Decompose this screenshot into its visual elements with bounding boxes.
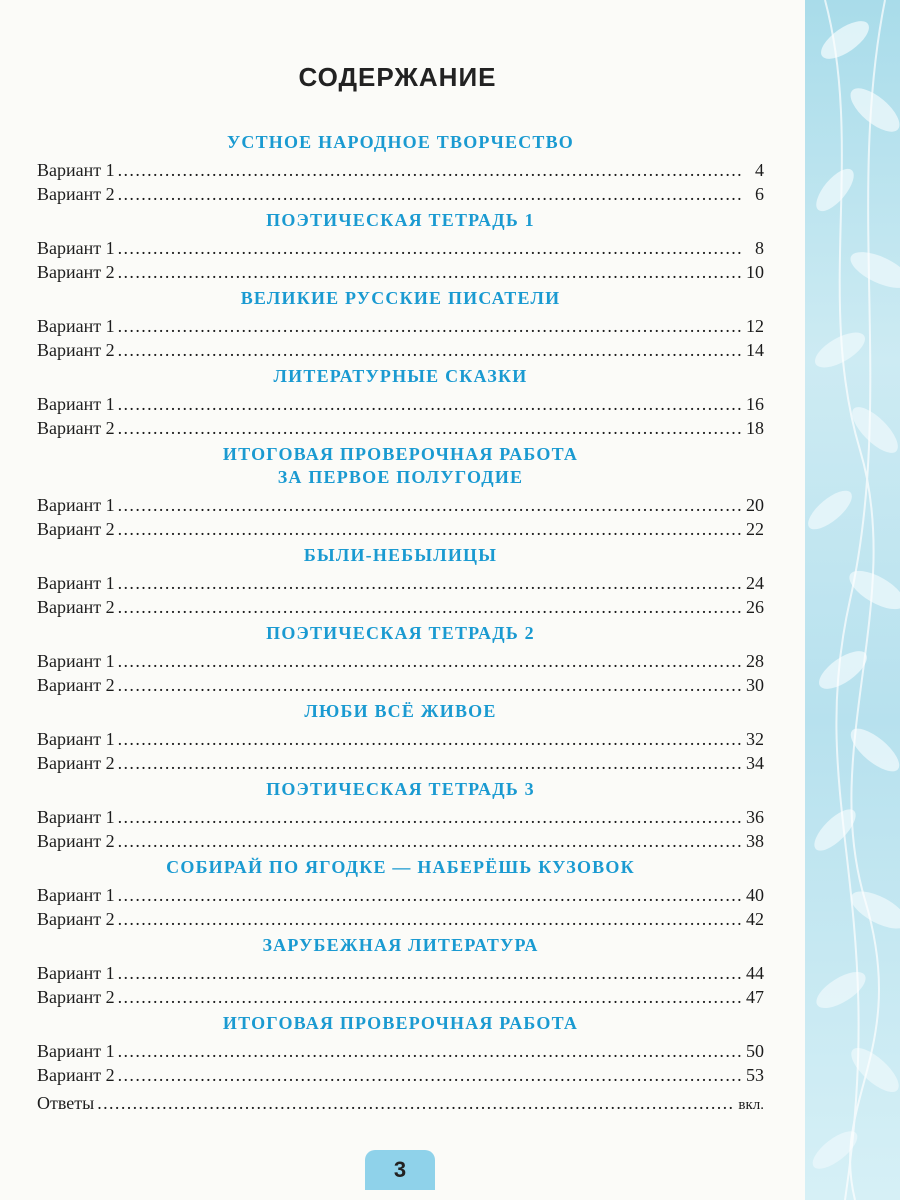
variant-number: 1 bbox=[105, 651, 115, 671]
entry-label bbox=[37, 673, 115, 697]
section-heading: ПОЭТИЧЕСКАЯ ТЕТРАДЬ 3 bbox=[266, 779, 535, 799]
entry-label bbox=[37, 907, 115, 931]
leader-dots bbox=[118, 649, 741, 673]
page-ref: 16 bbox=[746, 394, 764, 414]
page-ref: 26 bbox=[746, 597, 764, 617]
variant-word: Вариант bbox=[37, 909, 102, 929]
leader-dots bbox=[118, 1039, 741, 1063]
entry-label bbox=[37, 805, 115, 829]
variant-number: 1 bbox=[105, 807, 115, 827]
leader-dots bbox=[118, 673, 741, 697]
variant-word: Вариант bbox=[37, 573, 102, 593]
variant-number: 1 bbox=[105, 729, 115, 749]
entry-label bbox=[37, 260, 115, 284]
toc-section bbox=[37, 284, 764, 362]
leader-dots bbox=[118, 493, 741, 517]
leader-dots bbox=[118, 416, 741, 440]
section-heading: ЗАРУБЕЖНАЯ ЛИТЕРАТУРА bbox=[262, 935, 539, 955]
entry-label bbox=[37, 961, 115, 985]
variant-word: Вариант bbox=[37, 987, 102, 1007]
toc-entry[interactable] bbox=[37, 314, 764, 338]
decorative-leaf-border bbox=[805, 0, 900, 1200]
leader-dots bbox=[118, 314, 741, 338]
section-heading: ЗА ПЕРВОЕ ПОЛУГОДИЕ bbox=[277, 467, 524, 487]
toc-entry[interactable] bbox=[37, 829, 764, 853]
page-ref: 24 bbox=[746, 573, 764, 593]
toc-entry[interactable] bbox=[37, 1039, 764, 1063]
section-heading: ВЕЛИКИЕ РУССКИЕ ПИСАТЕЛИ bbox=[240, 288, 561, 308]
toc-entry[interactable] bbox=[37, 1063, 764, 1087]
page-ref: 20 bbox=[746, 495, 764, 515]
toc-entry[interactable] bbox=[37, 392, 764, 416]
toc-section bbox=[37, 931, 764, 1009]
variant-number: 1 bbox=[105, 160, 115, 180]
section-heading: ИТОГОВАЯ ПРОВЕРОЧНАЯ РАБОТА bbox=[222, 444, 579, 464]
variant-number: 1 bbox=[105, 885, 115, 905]
variant-word: Вариант bbox=[37, 831, 102, 851]
toc-entry[interactable] bbox=[37, 883, 764, 907]
page-ref: 50 bbox=[746, 1041, 764, 1061]
variant-number: 2 bbox=[105, 753, 115, 773]
leader-dots bbox=[118, 883, 741, 907]
section-heading: ЛИТЕРАТУРНЫЕ СКАЗКИ bbox=[273, 366, 528, 386]
entry-label bbox=[37, 595, 115, 619]
leader-dots bbox=[118, 961, 741, 985]
variant-number: 2 bbox=[105, 262, 115, 282]
entry-label bbox=[37, 392, 115, 416]
variant-word: Вариант bbox=[37, 885, 102, 905]
variant-number: 1 bbox=[105, 495, 115, 515]
toc-entry[interactable] bbox=[37, 595, 764, 619]
variant-number: 2 bbox=[105, 418, 115, 438]
variant-word: Вариант bbox=[37, 238, 102, 258]
variant-word: Вариант bbox=[37, 675, 102, 695]
toc-entry[interactable] bbox=[37, 751, 764, 775]
variant-word: Вариант bbox=[37, 1065, 102, 1085]
toc-entry[interactable] bbox=[37, 571, 764, 595]
page-ref: 32 bbox=[746, 729, 764, 749]
variant-word: Вариант bbox=[37, 160, 102, 180]
variant-number: 2 bbox=[105, 909, 115, 929]
leader-dots bbox=[118, 517, 741, 541]
toc-entry[interactable] bbox=[37, 673, 764, 697]
toc-section bbox=[37, 440, 764, 541]
entry-label bbox=[37, 883, 115, 907]
page-ref: 8 bbox=[755, 238, 764, 258]
table-of-contents bbox=[37, 128, 764, 1115]
variant-word: Вариант bbox=[37, 519, 102, 539]
section-heading: БЫЛИ-НЕБЫЛИЦЫ bbox=[303, 545, 498, 565]
answers-label: Ответы bbox=[37, 1093, 95, 1113]
leader-dots bbox=[118, 1063, 741, 1087]
entry-label bbox=[37, 727, 115, 751]
entry-label bbox=[37, 416, 115, 440]
variant-word: Вариант bbox=[37, 807, 102, 827]
toc-entry[interactable] bbox=[37, 649, 764, 673]
leader-dots bbox=[118, 751, 741, 775]
variant-word: Вариант bbox=[37, 597, 102, 617]
page-ref: 22 bbox=[746, 519, 764, 539]
variant-word: Вариант bbox=[37, 184, 102, 204]
variant-word: Вариант bbox=[37, 316, 102, 336]
toc-section bbox=[37, 541, 764, 619]
page-ref: 44 bbox=[746, 963, 764, 983]
toc-entry[interactable] bbox=[37, 416, 764, 440]
variant-number: 2 bbox=[105, 675, 115, 695]
leader-dots bbox=[118, 829, 741, 853]
page-ref: 4 bbox=[755, 160, 764, 180]
toc-entry[interactable] bbox=[37, 805, 764, 829]
leader-dots bbox=[118, 392, 741, 416]
leader-dots bbox=[118, 985, 741, 1009]
leader-dots bbox=[97, 1091, 735, 1115]
toc-section bbox=[37, 1009, 764, 1087]
page-ref: 53 bbox=[746, 1065, 764, 1085]
variant-word: Вариант bbox=[37, 729, 102, 749]
toc-entry[interactable] bbox=[37, 338, 764, 362]
variant-word: Вариант bbox=[37, 495, 102, 515]
variant-word: Вариант bbox=[37, 753, 102, 773]
variant-number: 2 bbox=[105, 340, 115, 360]
variant-number: 1 bbox=[105, 963, 115, 983]
page-ref: 47 bbox=[746, 987, 764, 1007]
page-ref: 36 bbox=[746, 807, 764, 827]
entry-label bbox=[37, 338, 115, 362]
toc-entry[interactable] bbox=[37, 961, 764, 985]
variant-number: 2 bbox=[105, 184, 115, 204]
entry-label bbox=[37, 1063, 115, 1087]
toc-entry[interactable] bbox=[37, 182, 764, 206]
page-ref: 34 bbox=[746, 753, 764, 773]
page-ref: 30 bbox=[746, 675, 764, 695]
leader-dots bbox=[118, 595, 741, 619]
leader-dots bbox=[118, 260, 741, 284]
variant-number: 2 bbox=[105, 1065, 115, 1085]
page-ref: 6 bbox=[755, 184, 764, 204]
leaf-pattern-icon bbox=[805, 0, 900, 1200]
variant-word: Вариант bbox=[37, 418, 102, 438]
page-title: СОДЕРЖАНИЕ bbox=[298, 62, 497, 92]
page-number-tab: 3 bbox=[365, 1150, 435, 1190]
section-heading: ЛЮБИ ВСЁ ЖИВОЕ bbox=[304, 701, 497, 721]
leader-dots bbox=[118, 907, 741, 931]
entry-label bbox=[37, 517, 115, 541]
page-ref: 10 bbox=[746, 262, 764, 282]
variant-number: 1 bbox=[105, 238, 115, 258]
toc-entry[interactable] bbox=[37, 260, 764, 284]
toc-section bbox=[37, 697, 764, 775]
section-heading: УСТНОЕ НАРОДНОЕ ТВОРЧЕСТВО bbox=[226, 132, 575, 152]
leader-dots bbox=[118, 805, 741, 829]
entry-label bbox=[37, 236, 115, 260]
toc-section bbox=[37, 619, 764, 697]
entry-label bbox=[37, 314, 115, 338]
variant-word: Вариант bbox=[37, 340, 102, 360]
entry-label bbox=[37, 985, 115, 1009]
toc-entry[interactable] bbox=[37, 158, 764, 182]
variant-number: 2 bbox=[105, 831, 115, 851]
entry-label bbox=[37, 158, 115, 182]
page-ref: 14 bbox=[746, 340, 764, 360]
variant-number: 1 bbox=[105, 316, 115, 336]
leader-dots bbox=[118, 338, 741, 362]
section-heading: ПОЭТИЧЕСКАЯ ТЕТРАДЬ 2 bbox=[266, 623, 535, 643]
entry-label bbox=[37, 493, 115, 517]
page-ref: 18 bbox=[746, 418, 764, 438]
variant-word: Вариант bbox=[37, 1041, 102, 1061]
variant-number: 2 bbox=[105, 597, 115, 617]
page-ref: 40 bbox=[746, 885, 764, 905]
toc-entry[interactable] bbox=[37, 236, 764, 260]
answers-page-ref: вкл. bbox=[738, 1097, 764, 1113]
entry-label bbox=[37, 829, 115, 853]
entry-label bbox=[37, 1039, 115, 1063]
variant-word: Вариант bbox=[37, 262, 102, 282]
leader-dots bbox=[118, 727, 741, 751]
section-heading: СОБИРАЙ ПО ЯГОДКЕ — НАБЕРЁШЬ КУЗОВОК bbox=[166, 857, 635, 877]
toc-section bbox=[37, 775, 764, 853]
page-ref: 42 bbox=[746, 909, 764, 929]
toc-section bbox=[37, 206, 764, 284]
leader-dots bbox=[118, 182, 741, 206]
page-ref: 12 bbox=[746, 316, 764, 336]
leader-dots bbox=[118, 158, 741, 182]
toc-entry[interactable] bbox=[37, 727, 764, 751]
variant-number: 1 bbox=[105, 1041, 115, 1061]
toc-entry[interactable] bbox=[37, 493, 764, 517]
toc-section bbox=[37, 362, 764, 440]
variant-number: 2 bbox=[105, 519, 115, 539]
entry-label bbox=[37, 571, 115, 595]
variant-word: Вариант bbox=[37, 963, 102, 983]
toc-entry[interactable] bbox=[37, 907, 764, 931]
entry-label bbox=[37, 751, 115, 775]
variant-number: 1 bbox=[105, 394, 115, 414]
variant-number: 2 bbox=[105, 987, 115, 1007]
section-heading: ИТОГОВАЯ ПРОВЕРОЧНАЯ РАБОТА bbox=[222, 1013, 579, 1033]
toc-section bbox=[37, 128, 764, 206]
leader-dots bbox=[118, 571, 741, 595]
page-ref: 38 bbox=[746, 831, 764, 851]
leader-dots bbox=[118, 236, 741, 260]
entry-label bbox=[37, 649, 115, 673]
variant-word: Вариант bbox=[37, 651, 102, 671]
variant-word: Вариант bbox=[37, 394, 102, 414]
entry-label bbox=[37, 182, 115, 206]
toc-entry[interactable] bbox=[37, 985, 764, 1009]
section-heading: ПОЭТИЧЕСКАЯ ТЕТРАДЬ 1 bbox=[266, 210, 535, 230]
toc-entry[interactable] bbox=[37, 517, 764, 541]
toc-section bbox=[37, 853, 764, 931]
toc-entry-answers[interactable] bbox=[37, 1091, 764, 1115]
page-ref: 28 bbox=[746, 651, 764, 671]
variant-number: 1 bbox=[105, 573, 115, 593]
